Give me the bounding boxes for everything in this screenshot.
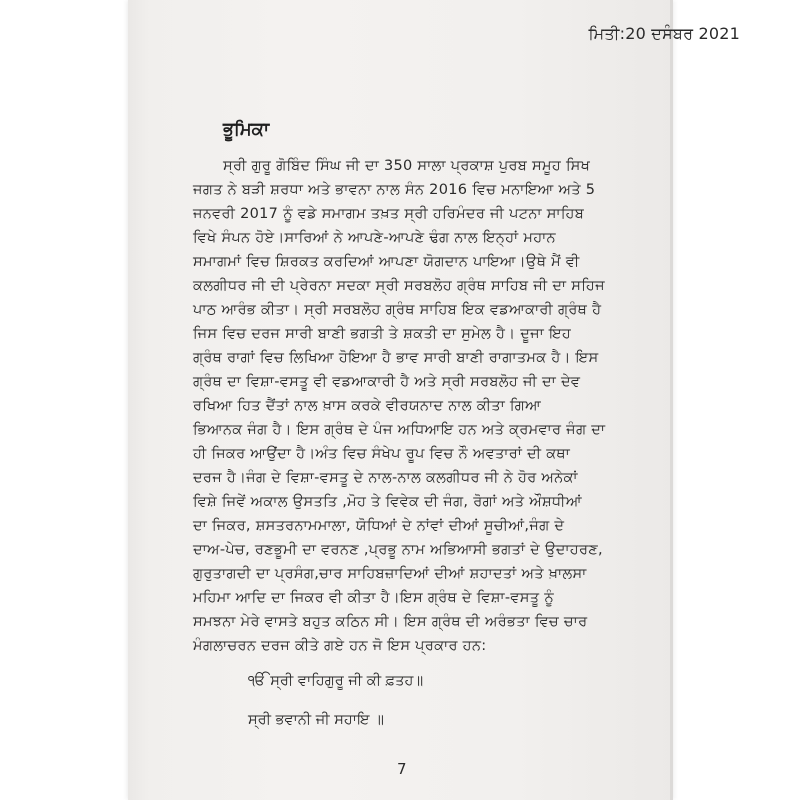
paragraph-line: ਭਿਆਨਕ ਜੰਗ ਹੈ। ਇਸ ਗ੍ਰੰਥ ਦੇ ਪੰਜ ਅਧਿਆਇ ਹਨ ਅਤੇ ਕ੍ਰਮਵਾਰ ਜੰਗ ਦਾ [193,422,606,438]
paragraph-line: ਪਾਠ ਆਰੰਭ ਕੀਤਾ। ਸ੍ਰੀ ਸਰਬਲੋਹ ਗ੍ਰੰਥ ਸਾਹਿਬ ਇਕ ਵਡਆਕਾਰੀ ਗ੍ਰੰਥ ਹੈ [193,302,602,318]
paragraph-line: ਮਹਿਮਾ ਆਦਿ ਦਾ ਜਿਕਰ ਵੀ ਕੀਤਾ ਹੈ।ਇਸ ਗ੍ਰੰਥ ਦੇ ਵਿਸ਼ਾ-ਵਸਤੂ ਨੂੰ [193,590,554,606]
paragraph-line: ਸ੍ਰੀ ਗੁਰੂ ਗੋਬਿੰਦ ਸਿੰਘ ਜੀ ਦਾ 350 ਸਾਲਾ ਪ੍ਰਕਾਸ਼ ਪੁਰਬ ਸਮੂਹ ਸਿਖ [223,158,591,174]
paragraph-line: ਸਮਝਨਾ ਮੇਰੇ ਵਾਸਤੇ ਬਹੁਤ ਕਠਿਨ ਸੀ। ਇਸ ਗ੍ਰੰਥ ਦੀ ਅਰੰਭਤਾ ਵਿਚ ਚਾਰ [193,614,588,630]
paragraph-line: ਦਰਜ ਹੈ।ਜੰਗ ਦੇ ਵਿਸ਼ਾ-ਵਸਤੂ ਦੇ ਨਾਲ-ਨਾਲ ਕਲਗੀਧਰ ਜੀ ਨੇ ਹੋਰ ਅਨੇਕਾਂ [193,470,578,486]
paragraph-line: ਜਿਸ ਵਿਚ ਦਰਜ ਸਾਰੀ ਬਾਣੀ ਭਗਤੀ ਤੇ ਸ਼ਕਤੀ ਦਾ ਸੁਮੇਲ ਹੈ। ਦੂਜਾ ਇਹ [193,326,572,342]
paragraph-line: ਵਿਸ਼ੇ ਜਿਵੇਂ ਅਕਾਲ ਉਸਤਤਿ ,ਮੋਹ ਤੇ ਵਿਵੇਕ ਦੀ ਜੰਗ, ਰੋਗਾਂ ਅਤੇ ਔਸ਼ਧੀਆਂ [193,494,582,510]
paragraph-line: ਰਖਿਆ ਹਿਤ ਦੈਂਤਾਂ ਨਾਲ ਖ਼ਾਸ ਕਰਕੇ ਵੀਰਯਨਾਦ ਨਾਲ ਕੀਤਾ ਗਿਆ [193,398,542,414]
page-title: ਭੂਮਿਕਾ [223,119,270,140]
paragraph-line: ਗ੍ਰੰਥ ਰਾਗਾਂ ਵਿਚ ਲਿਖਿਆ ਹੋਇਆ ਹੈ ਭਾਵ ਸਾਰੀ ਬਾਣੀ ਰਾਗਾਤਮਕ ਹੈ। ਇਸ [193,350,599,366]
paragraph-line: ਸਮਾਗਮਾਂ ਵਿਚ ਸ਼ਿਰਕਤ ਕਰਦਿਆਂ ਆਪਣਾ ਯੋਗਦਾਨ ਪਾਇਆ।ਉਥੇ ਮੈਂ ਵੀ [193,254,580,270]
paragraph-line: ਦਾ ਜਿਕਰ, ਸ਼ਸਤਰਨਾਮਮਾਲਾ, ਯੋਧਿਆਂ ਦੇ ਨਾਂਵਾਂ ਦੀਆਂ ਸੂਚੀਆਂ,ਜੰਗ ਦੇ [193,518,565,534]
paragraph-line: ਹੀ ਜਿਕਰ ਆਉਂਦਾ ਹੈ।ਅੰਤ ਵਿਚ ਸੰਖੇਪ ਰੂਪ ਵਿਚ ਨੌ ਅਵਤਾਰਾਂ ਦੀ ਕਥਾ [193,446,571,462]
page-number: 7 [397,760,407,778]
paragraph-line: ਵਿਖੇ ਸੰਪਨ ਹੋਏ।ਸਾਰਿਆਂ ਨੇ ਆਪਣੇ-ਆਪਣੇ ਢੰਗ ਨਾਲ ਇਨ੍ਹਾਂ ਮਹਾਨ [193,230,556,246]
paragraph-line: ਗ੍ਰੰਥ ਦਾ ਵਿਸ਼ਾ-ਵਸਤੂ ਵੀ ਵਡਆਕਾਰੀ ਹੈ ਅਤੇ ਸ੍ਰੀ ਸਰਬਲੋਹ ਜੀ ਦਾ ਦੇਵ [193,374,581,390]
invocation-line-2: ਸ੍ਰੀ ਭਵਾਨੀ ਜੀ ਸਹਾਇ ॥ [248,712,384,728]
paragraph-line: ਮੰਗਲਾਚਰਨ ਦਰਜ ਕੀਤੇ ਗਏ ਹਨ ਜੋ ਇਸ ਪ੍ਰਕਾਰ ਹਨ: [193,638,487,654]
paragraph-line: ਜਨਵਰੀ 2017 ਨੂੰ ਵਡੇ ਸਮਾਗਮ ਤਖ਼ਤ ਸ੍ਰੀ ਹਰਿਮੰਦਰ ਜੀ ਪਟਨਾ ਸਾਹਿਬ [193,206,585,222]
paragraph-line: ਕਲਗੀਧਰ ਜੀ ਦੀ ਪ੍ਰੇਰਨਾ ਸਦਕਾ ਸ੍ਰੀ ਸਰਬਲੋਹ ਗ੍ਰੰਥ ਸਾਹਿਬ ਜੀ ਦਾ ਸਹਿਜ [193,278,605,294]
paragraph-line: ਜਗਤ ਨੇ ਬੜੀ ਸ਼ਰਧਾ ਅਤੇ ਭਾਵਨਾ ਨਾਲ ਸੰਨ 2016 ਵਿਚ ਮਨਾਇਆ ਅਤੇ 5 [193,182,596,198]
invocation-line-1: ੴ ਸ੍ਰੀ ਵਾਹਿਗੁਰੂ ਜੀ ਕੀ ਫ਼ਤਹ॥ [248,673,424,689]
page-date: ਮਿਤੀ:20 ਦਸੰਬਰ 2021 [588,24,740,43]
page-edge [670,0,673,800]
paragraph-line: ਗੁਰੁਤਾਗਦੀ ਦਾ ਪ੍ਰਸੰਗ,ਚਾਰ ਸਾਹਿਬਜ਼ਾਦਿਆਂ ਦੀਆਂ ਸ਼ਹਾਦਤਾਂ ਅਤੇ ਖ਼ਾਲਸਾ [193,566,587,582]
paragraph-line: ਦਾਅ-ਪੇਚ, ਰਣਭੂਮੀ ਦਾ ਵਰਨਣ ,ਪ੍ਰਭੂ ਨਾਮ ਅਭਿਆਸੀ ਭਗਤਾਂ ਦੇ ਉਦਾਹਰਣ, [193,542,603,558]
